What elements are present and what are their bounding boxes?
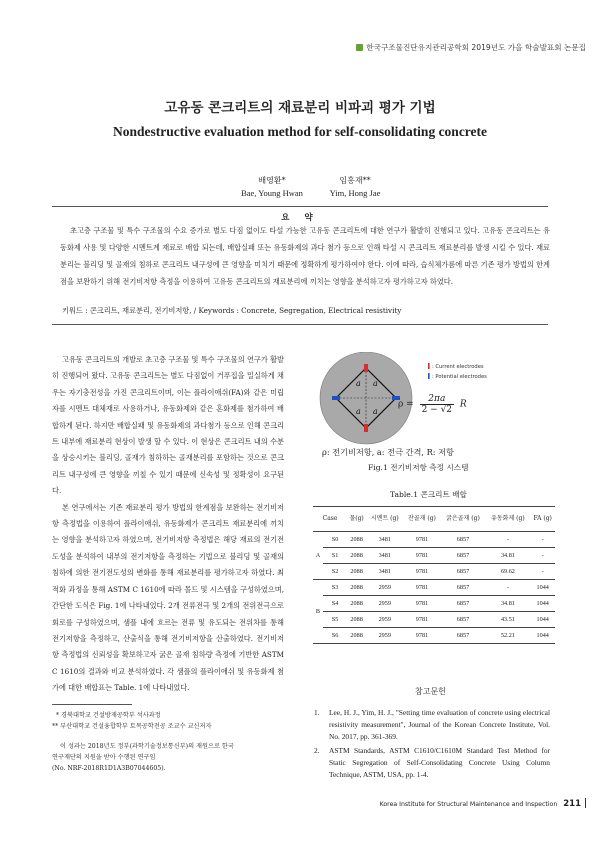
table-cell: 6857 <box>441 580 486 596</box>
table-header: 유동화제 (g) <box>485 507 530 532</box>
table-cell: S4 <box>323 596 347 612</box>
table-cell: 2959 <box>366 596 403 612</box>
footnote-affiliation-2: ** 부산대학교 건설융합학부 토목공학전공 조교수 교신저자 <box>52 723 212 730</box>
reference-item: 2. ASTM Standards, ASTM C1610/C1610M Standard Test Method for Static Segregation of Self-Consolidating Concrete Using Column Technique, ASTM, USA, pp. 1-4. <box>314 746 550 779</box>
legend-potential-swatch <box>428 373 430 379</box>
table-cell: 2959 <box>366 612 403 628</box>
table-cell: - <box>530 532 555 548</box>
author-1-english: Bae, Young Hwan <box>241 188 303 198</box>
table-cell: 34.81 <box>485 596 530 612</box>
reference-text: ASTM Standards, ASTM C1610/C1610M Standard Test Method for Static Segregation of Self-Consolidating Concrete Using Column Technique, ASTM, USA, pp. 1-4. <box>329 746 550 779</box>
table-header: Case <box>313 507 347 532</box>
table-header: FA (g) <box>530 507 555 532</box>
footer-divider <box>585 798 586 808</box>
table-cell: 69.62 <box>485 564 530 580</box>
table-cell: 6857 <box>441 532 486 548</box>
author-2-korean: 임홍재** <box>339 176 371 185</box>
journal-header-text: 한국구조물진단유지관리공학회 2019년도 가을 학술발표회 논문집 <box>366 43 586 52</box>
table-cell: - <box>530 548 555 564</box>
table-cell: 43.51 <box>485 612 530 628</box>
table-cell: S6 <box>323 628 347 644</box>
page-number: 211 <box>563 799 581 809</box>
table-cell: 2959 <box>366 580 403 596</box>
table-header: 굵은골재 (g) <box>441 507 486 532</box>
spacing-label-4: a <box>373 407 378 416</box>
table-row <box>313 628 555 644</box>
funding-note-2: 연구재단의 지원을 받아 수행된 연구임 <box>52 754 156 761</box>
footer-text: Korea Institute for Structural Maintenance and Inspection <box>379 801 558 808</box>
author-1 <box>232 175 312 198</box>
table-cell: 6857 <box>441 628 486 644</box>
body-paragraph-1: 고유동 콘크리트의 개발로 초고층 구조물 및 특수 구조물의 연구가 활발히 진행되어 왔다. 고유동 콘크리트는 별도 다짐없이 거푸집을 밀실하게 채우는 자기충전성을 가진 콘크리트이며, 이는 플라이애쉬(FA)와 같은 미립자를 시멘트 대체재로 사용하거나, 유동화제와 같은 혼화제를 첨가하여 배합하게 된다. 하지만 배합실패 및 유동화제의 과다첨가 등으로 인해 콘크리트 내부에 재료분리 현상이 발생 할 수 있다. 이 현상은 콘크리트 내의 수분을 상승시키는 블리딩, 골재가 침하하는 골재분리를 포함하는 것으로 콘크리트 내구성에 큰 영향을 끼칠 수 있기 때문에 신속성 및 정확성이 요구된다. <box>52 355 284 496</box>
table-cell: 2088 <box>347 580 366 596</box>
abstract-heading: 요 약 <box>281 213 319 223</box>
table-cell: 2959 <box>366 628 403 644</box>
spacing-label-3: a <box>356 407 361 416</box>
formula-lhs: ρ = <box>398 399 414 410</box>
page-footer <box>380 798 586 809</box>
table-cell: 2088 <box>347 532 366 548</box>
spacing-label-1: a <box>356 379 361 388</box>
table-cell: - <box>485 532 530 548</box>
table-cell: 9781 <box>403 564 440 580</box>
reference-text: Lee, H. J., Yim, H. J., "Setting time evaluation of concrete using electrical resistivity measurement", Journal of the Korean Concrete Institute, Vol. No. 2017, pp. 361-369. <box>329 708 550 741</box>
keywords: 키워드 : 콘크리트, 재료분리, 전기비저항, / Keywords : Concrete, Segregation, Electrical resistivity <box>62 306 402 315</box>
table-cell: 9781 <box>403 580 440 596</box>
table-cell: 1044 <box>530 612 555 628</box>
legend-current-electrodes: : Current electrodes <box>432 364 484 370</box>
footnote-rule <box>52 704 132 705</box>
references-list <box>314 707 550 783</box>
table-cell: - <box>485 580 530 596</box>
table-cell: 2088 <box>347 596 366 612</box>
table-row <box>313 580 555 596</box>
electrode-current-top <box>364 364 368 372</box>
table-cell: 2088 <box>347 628 366 644</box>
table-header: 물(g) <box>347 507 366 532</box>
table-cell: 1044 <box>530 596 555 612</box>
reference-item: 1. Lee, H. J., Yim, H. J., "Setting time evaluation of concrete using electrical resistivity measurement", Journal of the Korean Concrete Institute, Vol. No. 2017, pp. 361-369. <box>314 708 550 741</box>
table-cell: S0 <box>323 532 347 548</box>
footnote-affiliation-1: * 경북대학교 건설방재공학부 석사과정 <box>56 712 161 719</box>
table-cell: 2088 <box>347 564 366 580</box>
body-paragraph-2: 본 연구에서는 기존 재료분리 평가 방법의 한계점을 보완하는 전기비저항 측정법을 이용하여 플라이애쉬, 유동화제가 콘크리트 재료분리에 끼치는 영향을 분석하고자 하였으며, 전기비저항 측정법은 해당 재료의 전기전도성을 분석하여 내부의 전기저항을 측정하는 기법으로 블리딩 및 골재의 침하에 의한 전기전도성의 변화를 통해 재료분리를 평가하고자 하였다. 최적화 과정을 통해 ASTM C 1610에 따라 몰드 및 시스템을 구성하였으며, 간단한 도식은 Fig. 1에 나타내었다. 2개 전류전극 및 2개의 전위전극으로 회로를 구성하였으며, 샘플 내에 흐르는 전류 및 유도되는 전위차를 통해 전기저항을 측정하고, 산출식을 통해 전기비저항을 산출하였다. 전기비저항 측정법의 신뢰성을 확보하고자 굵은 골재 침하량 측정에 기반한 ASTM C 1610의 결과와 비교 분석하였다. 각 샘플의 플라이애쉬 및 유동화제 첨가에 대한 배합표는 Table. 1에 나타내었다. <box>52 502 284 693</box>
table-cell: 1044 <box>530 580 555 596</box>
table-cell: - <box>530 564 555 580</box>
footnotes <box>52 710 292 774</box>
table-header: 시멘트 (g) <box>366 507 403 532</box>
abstract-top-rule <box>52 206 548 207</box>
figure-caption: Fig.1 전기비저항 측정 시스템 <box>368 463 469 472</box>
figure-symbols: ρ: 전기비저항, a: 전극 간격, R: 저항 <box>322 447 454 457</box>
table-cell: 1044 <box>530 628 555 644</box>
spacing-label-2: a <box>373 379 378 388</box>
table-cell: 2088 <box>347 612 366 628</box>
funding-note-3: (No. NRF-2018R1D1A3B07044605). <box>52 765 166 772</box>
table-cell: 3481 <box>366 532 403 548</box>
electrode-potential-left <box>332 396 340 400</box>
table-cell: 2088 <box>347 548 366 564</box>
references-heading: 참고문헌 <box>415 687 446 696</box>
table-group-label: A <box>313 532 323 580</box>
table-cell: 6857 <box>441 548 486 564</box>
table-header-row <box>313 507 555 532</box>
table-cell: 3481 <box>366 564 403 580</box>
table-cell: 9781 <box>403 532 440 548</box>
author-1-korean: 배영환* <box>258 176 286 185</box>
table-caption: Table.1 콘크리트 배합 <box>390 490 467 499</box>
author-2-english: Yim, Hong Jae <box>329 188 381 198</box>
body-text <box>52 352 284 697</box>
table-cell: 34.81 <box>485 548 530 564</box>
title-korean: 고유동 콘크리트의 재료분리 비파괴 평가 기법 <box>164 100 436 116</box>
table-cell: S2 <box>323 564 347 580</box>
table-cell: S3 <box>323 580 347 596</box>
table-cell: 9781 <box>403 612 440 628</box>
table-cell: 9781 <box>403 596 440 612</box>
electrode-current-bottom <box>364 424 368 432</box>
table-row <box>313 532 555 548</box>
legend-current-swatch <box>428 363 430 369</box>
table-header: 잔골재 (g) <box>403 507 440 532</box>
funding-note-1: 이 성과는 2018년도 정부(과학기술정보통신부)의 재원으로 한국 <box>60 743 234 750</box>
journal-logo-icon <box>356 44 363 51</box>
abstract-text: 초고층 구조물 및 특수 구조물의 수요 증가로 별도 다짐 없이도 타설 가능한 고유동 콘크리트에 대한 연구가 활발히 진행되고 있다. 고유동 콘크리트는 유동화제 사용 및 다양한 시멘트계 재료로 배합 되는데, 배합실패 또는 유동화제의 과다 첨가 등으로 인해 타설 시 콘크리트 재료분리를 발생 시킬 수 있다. 재료분리는 블리딩 및 골재의 침하로 콘크리트 내구성에 큰 영향을 미치기 때문에 정확하게 평가하여야 한다. 이에 따라, 습식체가름에 따른 기존 평가 방법의 한계점을 보완하기 위해 전기비저항 측정을 이용하여 고유동 콘크리트의 재료분리에 끼치는 영향을 분석하고자 평가하고자 하였다. <box>60 226 550 286</box>
journal-header <box>356 42 586 53</box>
table-row <box>313 548 555 564</box>
table-cell: 6857 <box>441 612 486 628</box>
table-cell: 52.21 <box>485 628 530 644</box>
table-cell: S1 <box>323 548 347 564</box>
table-row <box>313 612 555 628</box>
formula-denominator: 2 − √2 <box>421 405 453 415</box>
author-2 <box>315 175 395 198</box>
resistivity-formula <box>398 394 467 415</box>
table-cell: 9781 <box>403 548 440 564</box>
table-row <box>313 596 555 612</box>
table-row <box>313 564 555 580</box>
table-cell: S5 <box>323 612 347 628</box>
table-cell: 3481 <box>366 548 403 564</box>
title-english: Nondestructive evaluation method for self-consolidating concrete <box>112 124 488 139</box>
table-cell: 6857 <box>441 564 486 580</box>
abstract-bottom-rule <box>52 324 548 325</box>
formula-fraction <box>420 394 454 415</box>
formula-numerator: 2πa <box>420 394 454 405</box>
formula-variable: R <box>459 399 467 410</box>
table-cell: 6857 <box>441 596 486 612</box>
mix-proportion-table <box>313 506 555 644</box>
table-cell: 9781 <box>403 628 440 644</box>
table-group-label: B <box>313 580 323 644</box>
legend-potential-electrodes: : Potential electrodes <box>432 374 487 380</box>
